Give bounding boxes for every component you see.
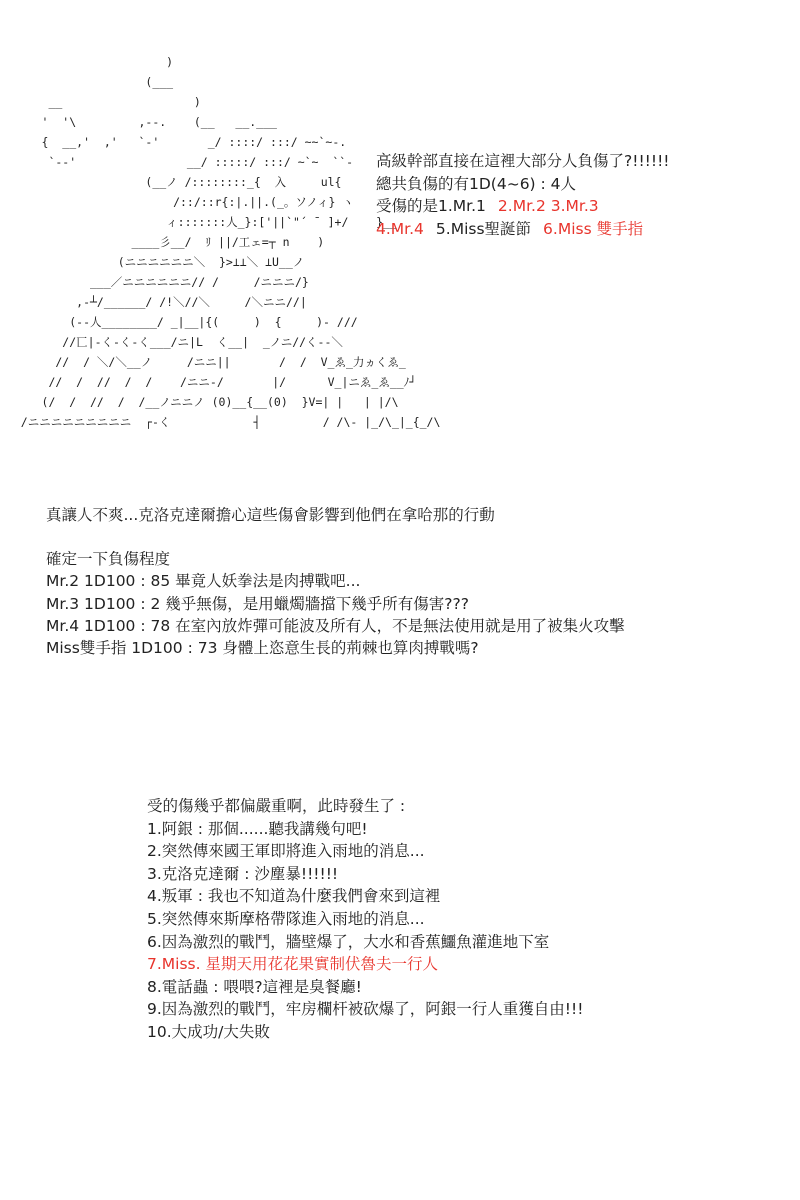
event-item: 6.因為激烈的戰鬥，牆壁爆了，大水和香蕉鱷魚灌進地下室 — [147, 932, 550, 951]
event-item: 9.因為激烈的戰鬥，牢房欄杆被砍爆了，阿銀一行人重獲自由!!! — [147, 1000, 584, 1019]
intro-line-3 — [376, 195, 670, 218]
status-comment: 真讓人不爽...克洛克達爾擔心這些傷會影響到他們在拿哈那的行動 — [46, 506, 495, 524]
intro-line-4 — [376, 218, 670, 241]
ascii-art: ) (___ __ ) ' '\ ,--. (__ __.___ { __,' ,' `-' _/ ::::/ :::/ ~~`~-. `--' __/ :::::/ :::/ ~`~ ``- (__ノ /::::::::_{ 入 ul{ /::/::r{:|.||.(_。ソノィ} ヽ ィ:::::::人_}:['||`"´ ̄ ]+/ }__ ____彡__/ ﾘ ||/工ェ=┬ n ) (ニニニニニニ＼ }>⊥⊥＼ ⊥U__ノ ___／ニニニニニニ// / /ニニニ/} ,-┴/______/ /!＼//＼ /＼ニニ//| (--人________/ _|__|{( ) { )- /// //匸|-く-く-く___/ニ|L く__| _ノニ//く--＼ // / ＼/＼__ノ /ニニ|| / / V_ゑ_力ヵくゑ_ // / // / / /ニニ-/ |/ V_|ニゑ_ゑ__ﾉ┘ (/ / // / /__ノニニノ (0)__{__(0) }V=| | | |/\ /ニニニニニニニニニ ┌-く ┤ / /\- |_/\_|_{_/\ — [20, 55, 441, 429]
injured-miss-doublefinger: 6.Miss 雙手指 — [543, 219, 644, 238]
injury-summary — [376, 150, 670, 240]
event-list-intro: 受的傷幾乎都偏嚴重啊，此時發生了 : — [147, 797, 406, 815]
injured-mr2-mr3: 2.Mr.2 3.Mr.3 — [497, 197, 599, 215]
roll-row: Mr.4 1D100 : 78 在室內放炸彈可能波及所有人，不是無法使用就是用了被集火攻擊 — [46, 616, 625, 635]
roll-row: Mr.2 1D100 : 85 畢竟人妖拳法是肉搏戰吧... — [46, 572, 361, 591]
intro-line-1: 高級幹部直接在這裡大部分人負傷了?!!!!!! — [376, 152, 670, 170]
injury-rolls — [46, 504, 625, 659]
roll-row: Mr.3 1D100 : 2 幾乎無傷，是用蠟燭牆擋下幾乎所有傷害??? — [46, 594, 469, 613]
miss-christmas: 5.Miss聖誕節 — [435, 219, 532, 238]
injured-mr1: 受傷的是1.Mr.1 — [376, 197, 486, 215]
event-item: 10.大成功/大失敗 — [147, 1022, 270, 1041]
event-item: 5.突然傳來斯摩格帶隊進入雨地的消息... — [147, 909, 425, 928]
intro-line-2: 總共負傷的有1D(4~6) : 4人 — [376, 174, 577, 193]
event-item: 8.電話蟲 : 喂喂?這裡是臭餐廳! — [147, 977, 362, 996]
event-item: 4.叛軍 : 我也不知道為什麼我們會來到這裡 — [147, 887, 441, 906]
status-heading: 確定一下負傷程度 — [46, 550, 171, 569]
event-list — [147, 795, 583, 1044]
event-item: 1.阿銀 : 那個......聽我講幾句吧! — [147, 819, 368, 838]
injured-mr4: 4.Mr.4 — [376, 219, 424, 238]
event-item: 2.突然傳來國王軍即將進入雨地的消息... — [147, 842, 425, 861]
event-item: 3.克洛克達爾 : 沙塵暴!!!!!! — [147, 864, 339, 883]
event-item-highlighted: 7.Miss. 星期天用花花果實制伏魯夫一行人 — [147, 955, 438, 974]
roll-row: Miss雙手指 1D100 : 73 身體上恣意生長的荊棘也算肉搏戰嗎? — [46, 639, 479, 658]
